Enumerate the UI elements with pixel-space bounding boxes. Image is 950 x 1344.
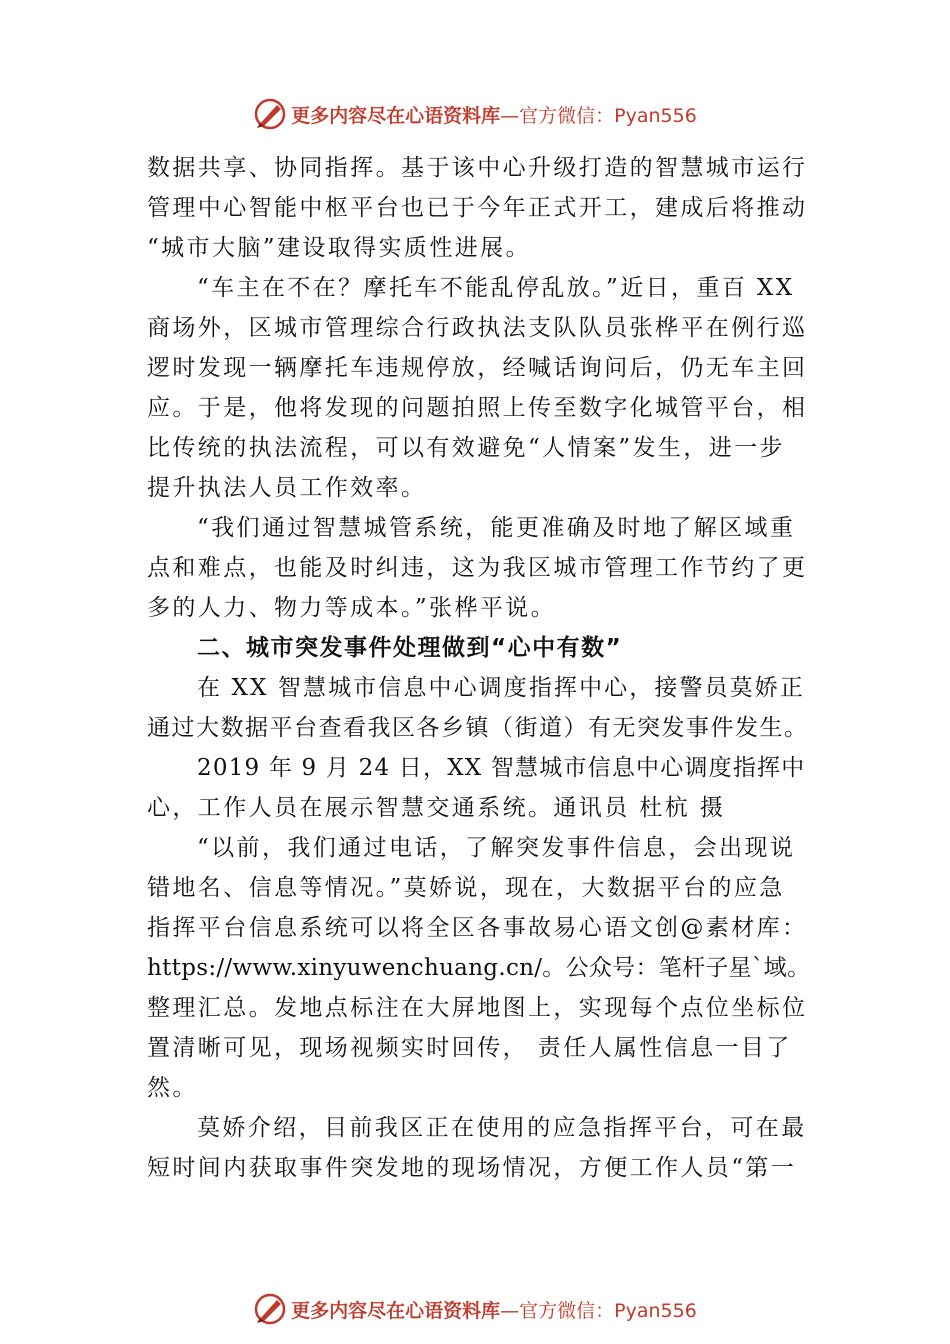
document-body	[147, 148, 812, 1188]
text-line: 逻时发现一辆摩托车违规停放，经喊话询问后，仍无车主回	[147, 355, 808, 381]
text-line: “城市大脑”建设取得实质性进展。	[147, 235, 531, 261]
text-line: 数据共享、协同指挥。基于该中心升级打造的智慧城市运行	[147, 155, 808, 181]
text-line: 商场外，区城市管理综合行政执法支队队员张桦平在例行巡	[147, 315, 808, 341]
text-line: https://www.xinyuwenchuang.cn/。公众号：笔杆子星`域。	[147, 955, 811, 981]
text-line: 心，工作人员在展示智慧交通系统。通讯员 杜杭 摄	[147, 795, 726, 821]
footer-watermark-banner	[0, 1289, 950, 1329]
text-line: 指挥平台信息系统可以将全区各事故易心语文创@素材库：	[147, 915, 808, 941]
pen-circle-logo-icon	[253, 97, 287, 131]
banner-wechat-text: —官方微信：Pyan556	[500, 104, 697, 127]
text-line: “以前，我们通过电话，了解突发事件信息，会出现说	[197, 835, 796, 861]
section-heading: 二、城市突发事件处理做到“心中有数”	[197, 635, 623, 661]
header-watermark-banner	[0, 94, 950, 134]
text-line: 错地名、信息等情况。”莫娇说，现在，大数据平台的应急	[147, 875, 785, 901]
banner-wechat-text: —官方微信：Pyan556	[500, 1299, 697, 1322]
text-line: 2019 年 9 月 24 日，XX 智慧城市信息中心调度指挥中	[197, 755, 806, 781]
banner-main-text: 更多内容尽在心语资料库	[291, 1299, 501, 1322]
text-line: 多的人力、物力等成本。”张桦平说。	[147, 595, 557, 621]
text-line: “我们通过智慧城管系统，能更准确及时地了解区域重	[197, 515, 796, 541]
text-line: 整理汇总。发地点标注在大屏地图上，实现每个点位坐标位	[147, 995, 808, 1021]
text-line: 比传统的执法流程，可以有效避免“人情案”发生，进一步	[147, 435, 785, 461]
text-line: 然。	[147, 1075, 198, 1101]
text-line: 莫娇介绍，目前我区正在使用的应急指挥平台，可在最	[197, 1115, 807, 1141]
text-line: 在 XX 智慧城市信息中心调度指挥中心，接警员莫娇正	[197, 675, 805, 701]
banner-main-text: 更多内容尽在心语资料库	[291, 104, 501, 127]
text-line: 置清晰可见，现场视频实时回传， 责任人属性信息一目了	[147, 1035, 792, 1061]
text-line: 短时间内获取事件突发地的现场情况，方便工作人员“第一	[147, 1155, 797, 1181]
text-line: 通过大数据平台查看我区各乡镇（街道）有无突发事件发生。	[147, 715, 809, 741]
text-line: 提升执法人员工作效率。	[147, 475, 427, 501]
pen-circle-logo-icon	[253, 1292, 287, 1326]
text-line: “车主在不在？摩托车不能乱停乱放。”近日，重百 XX	[197, 275, 795, 301]
text-line: 管理中心智能中枢平台也已于今年正式开工，建成后将推动	[147, 195, 808, 221]
text-line: 应。于是，他将发现的问题拍照上传至数字化城管平台，相	[147, 395, 808, 421]
text-line: 点和难点，也能及时纠违，这为我区城市管理工作节约了更	[147, 555, 808, 581]
